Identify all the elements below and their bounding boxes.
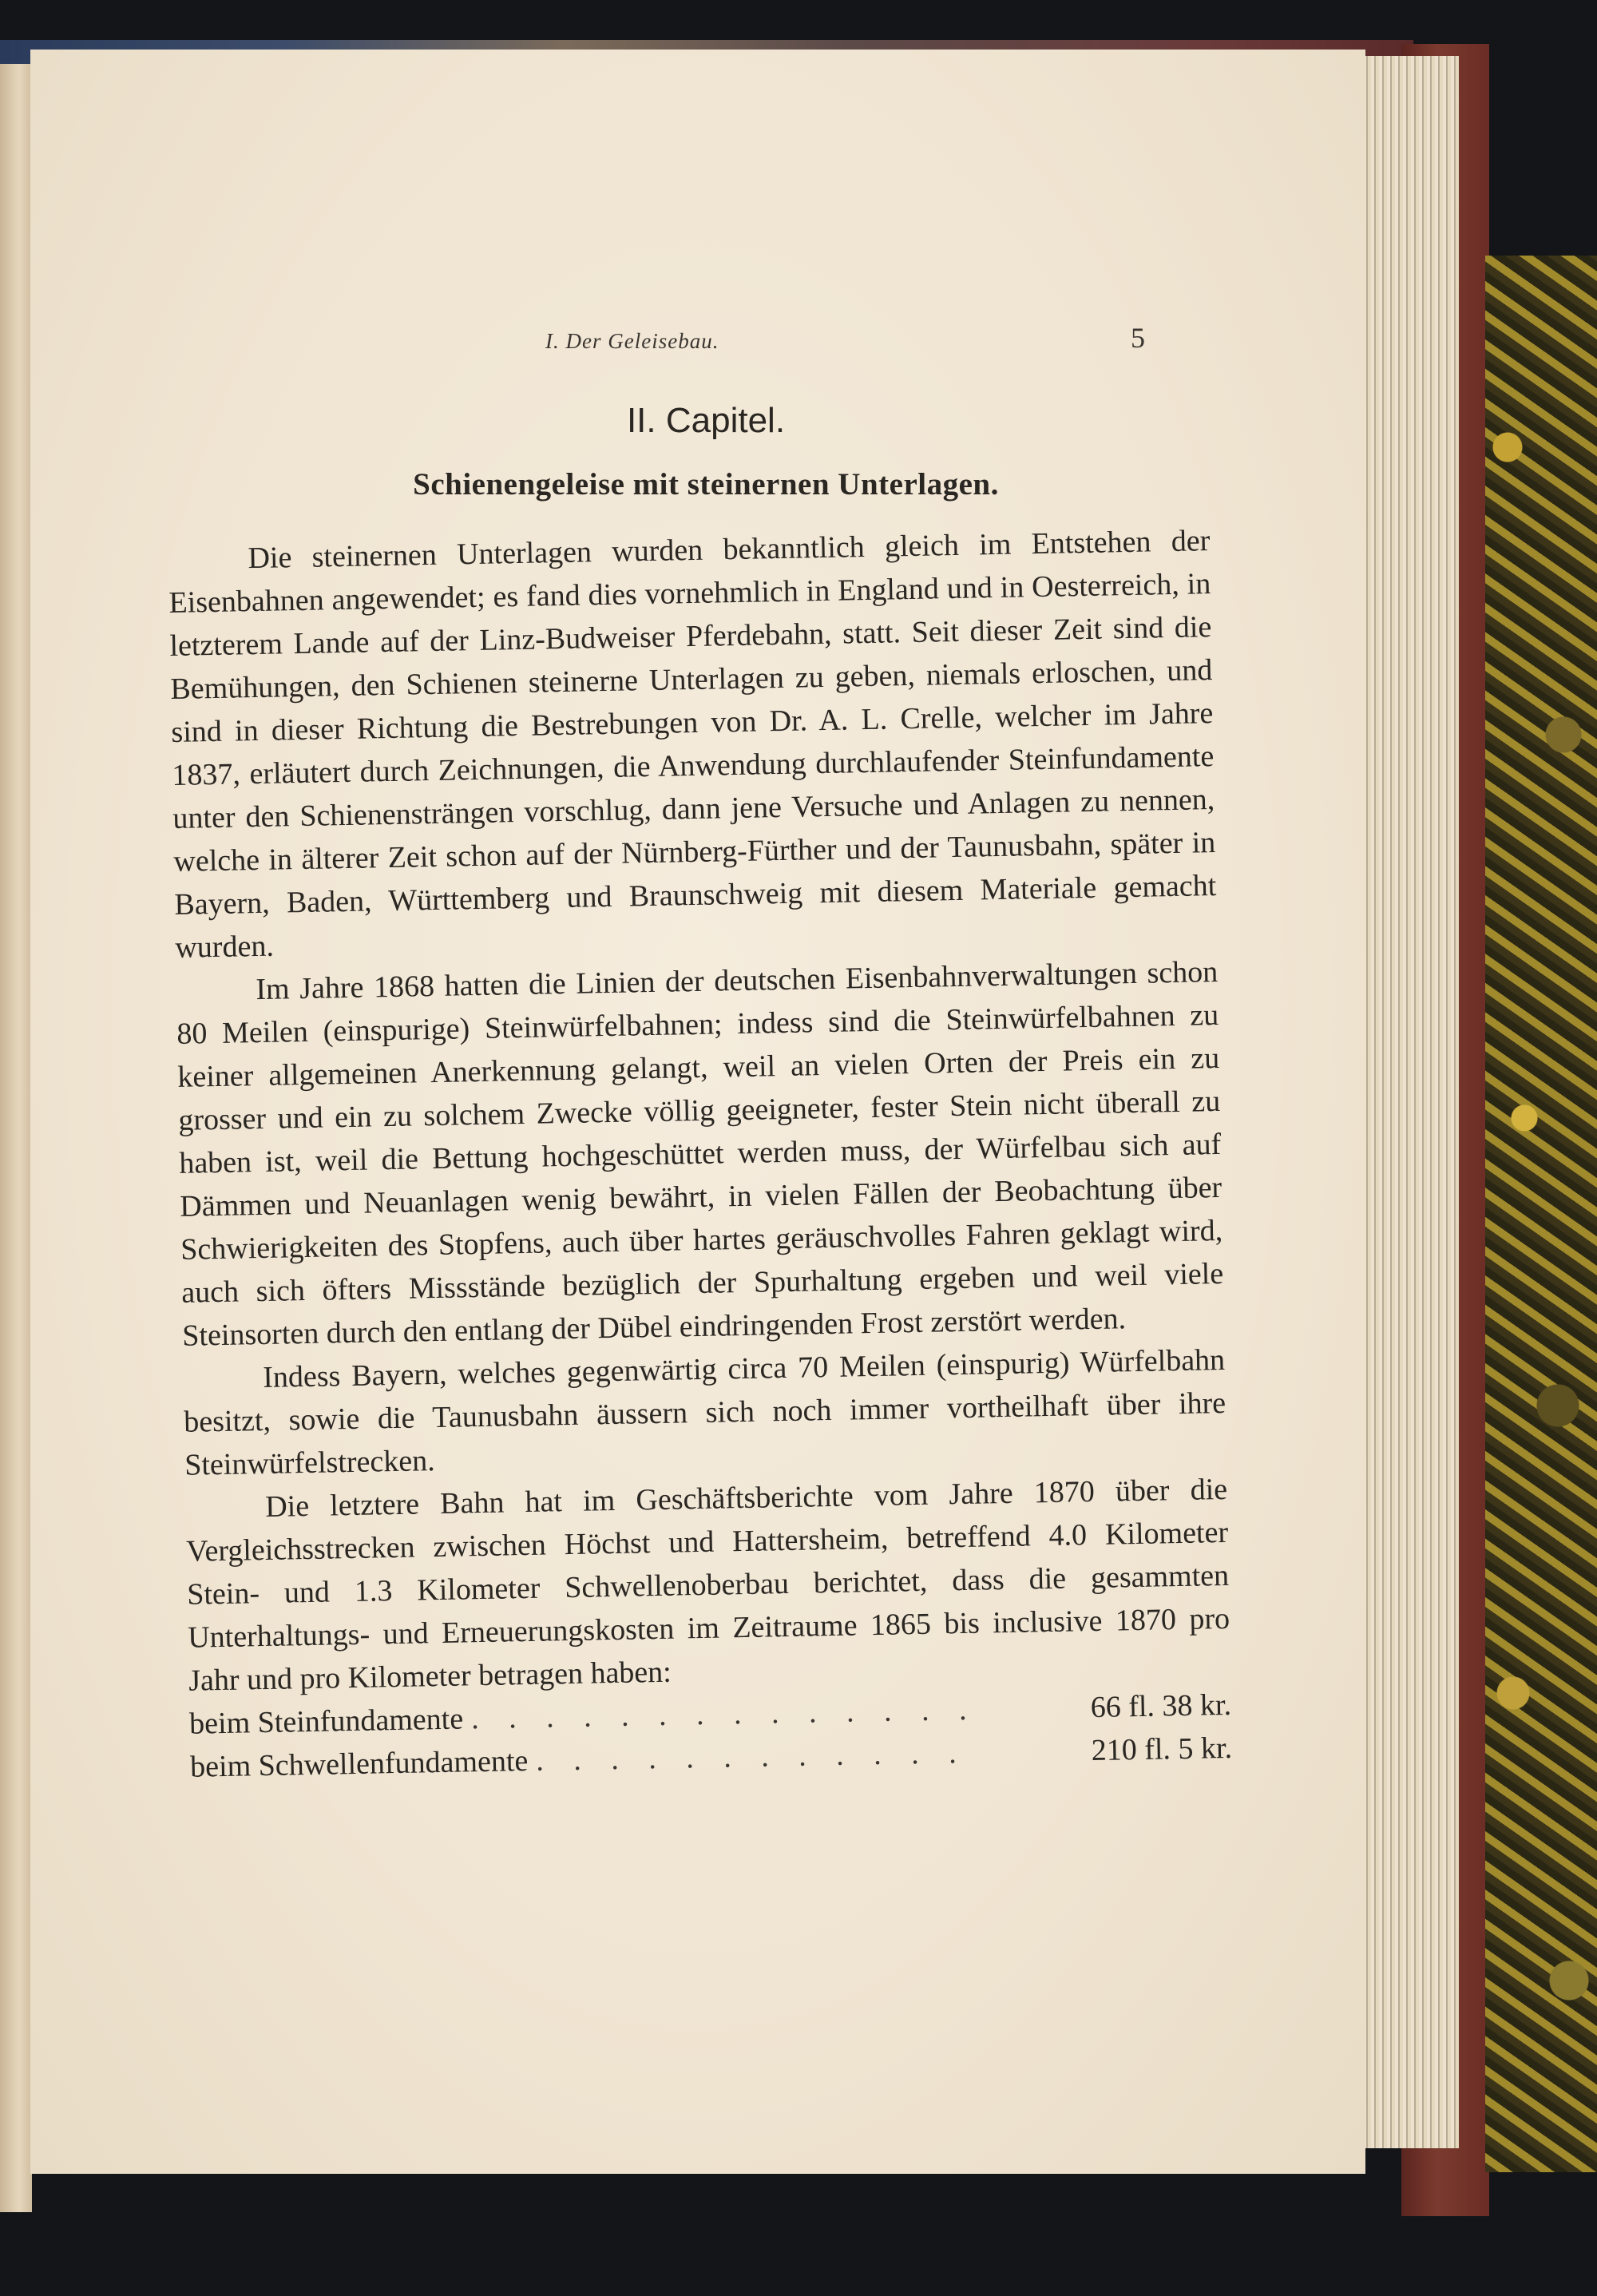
- paragraph: Im Jahre 1868 hatten die Linien der deutschen Eisenbahnverwaltungen schon 80 Meilen (einspurige) Steinwürfelbahnen; indess sind die Steinwürfelbahnen zu keiner allgemeinen Anerkennung gelangt, weil an vielen Orten der Preis ein zu grosser und ein zu solchem Zwecke völlig geeigneter, fester Stein nicht überall zu haben ist, weil die Bettung hochgeschüttet werden muss, der Würfelbau sich auf Dämmen und Neuanlagen wenig bewährt, in vielen Fällen der Beobachtung über Schwierigkeiten des Stopfens, auch über hartes geräuschvolles Fahren geklagt wird, auch sich öfters Missstände bezüglich der Spurhaltung ergeben und weil viele Steinsorten durch den entlang der Dübel eindringenden Frost zerstört werden.: [176, 954, 1224, 1353]
- cost-label: beim Schwellenfundamente: [189, 1743, 529, 1784]
- paragraph: Indess Bayern, welches gegenwärtig circa 70 Meilen (einspurig) Würfelbahn besitzt, sowie die Taunusbahn äussern sich noch immer vortheilhaft über ihre Steinwürfelstrecken.: [183, 1342, 1226, 1482]
- section-heading: Schienengeleise mit steinernen Unterlagen.: [413, 467, 999, 502]
- book-page: [30, 50, 1365, 2174]
- facing-page-edge: [0, 64, 32, 2212]
- cost-leader-dots: . . . . . . . . . . . .: [535, 1735, 969, 1778]
- body-text: [168, 519, 1232, 1789]
- cost-value: 210 fl. 5 kr.: [1091, 1731, 1233, 1768]
- cost-leader-dots: . . . . . . . . . . . . . .: [470, 1692, 978, 1736]
- page-number: 5: [1131, 322, 1145, 354]
- marbled-cover: [1485, 256, 1597, 2172]
- paragraph: Die letztere Bahn hat im Geschäftsberichte vom Jahre 1870 über die Vergleichsstrecken zwischen Höchst und Hattersheim, betreffend 4.0 Kilometer Stein- und 1.3 Kilometer Schwellenoberbau berichtet, dass die gesammten Unterhaltungs- und Erneuerungskosten im Zeitraume 1865 bis inclusive 1870 pro Jahr und pro Kilometer betragen haben:: [185, 1472, 1230, 1698]
- paragraph: Die steinernen Unterlagen wurden bekanntlich gleich im Entstehen der Eisenbahnen angewendet; es fand dies vornehmlich in England und in Oesterreich, in letzterem Lande auf der Linz-Budweiser Pferdebahn, statt. Seit dieser Zeit sind die Bemühungen, den Schienen steinerne Unterlagen zu geben, niemals erloschen, und sind in dieser Richtung die Bestrebungen von Dr. A. L. Crelle, welcher im Jahre 1837, erläutert durch Zeichnungen, die Anwendung durchlaufender Steinfundamente unter den Schienensträngen vorschlug, dann jene Versuche und Anlagen zu nennen, welche in älterer Zeit schon auf der Nürnberg-Fürther und der Taunusbahn, später in Bayern, Baden, Württemberg und Braunschweig mit diesem Materiale gemacht wurden.: [168, 524, 1217, 965]
- running-head-title: I. Der Geleisebau.: [545, 329, 719, 353]
- cost-value: 66 fl. 38 kr.: [1090, 1687, 1232, 1725]
- chapter-heading: II. Capitel.: [626, 401, 786, 440]
- page-stack-edges: [1361, 56, 1459, 2148]
- cost-label: beim Steinfundamente: [188, 1702, 464, 1741]
